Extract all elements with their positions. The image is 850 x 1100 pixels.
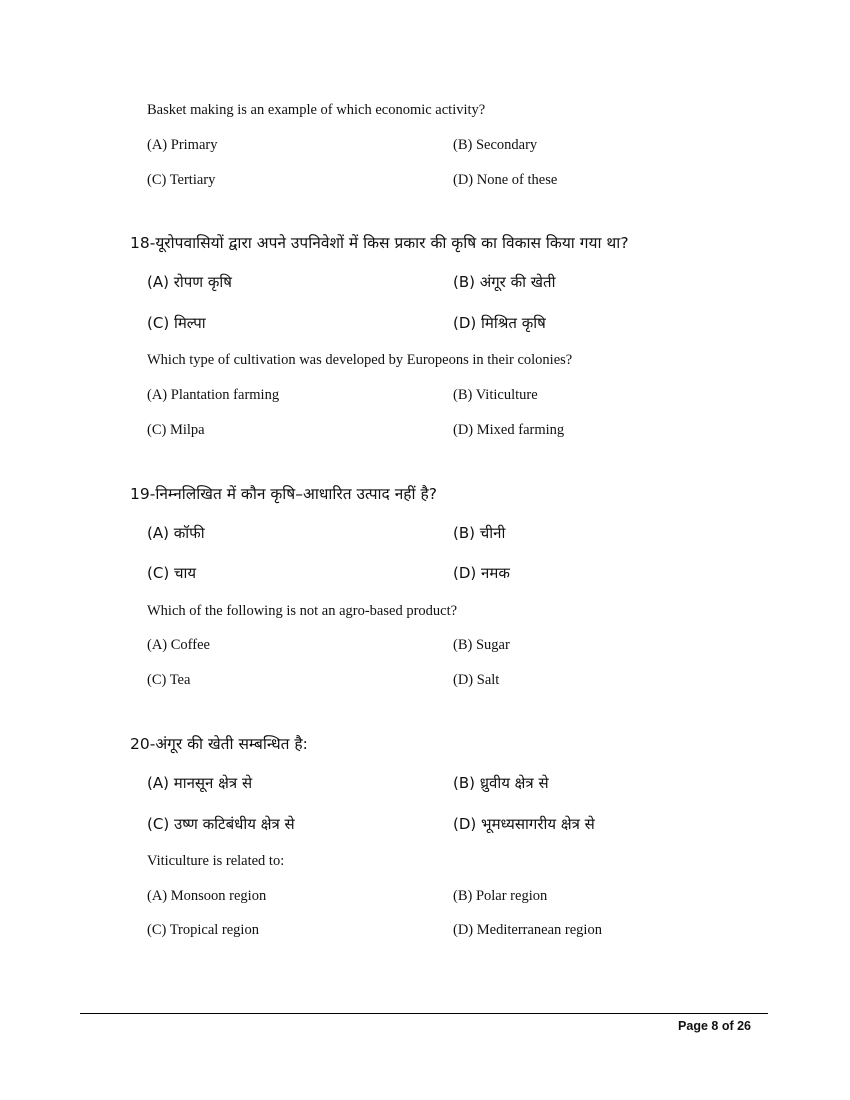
q18-hi-option-d: (D) मिश्रित कृषि <box>453 314 546 332</box>
q19-en-option-a: (A) Coffee <box>147 637 210 653</box>
q20-hi-option-b: (B) ध्रुवीय क्षेत्र से <box>453 774 549 792</box>
q20-en-option-b: (B) Polar region <box>453 888 548 904</box>
q18-en-option-a: (A) Plantation farming <box>147 387 280 403</box>
footer-divider <box>80 1013 768 1014</box>
q20-hi-question: 20-अंगूर की खेती सम्बन्धित है: <box>130 735 308 753</box>
q18-en-option-b: (B) Viticulture <box>453 387 538 403</box>
q20-en-option-c: (C) Tropical region <box>147 922 259 938</box>
q17-en-option-c: (C) Tertiary <box>147 172 216 188</box>
q18-en-question: Which type of cultivation was developed by Europeons in their colonies? <box>147 352 573 368</box>
q17-en-option-b: (B) Secondary <box>453 137 538 153</box>
q18-en-option-c: (C) Milpa <box>147 422 205 438</box>
q19-hi-option-d: (D) नमक <box>453 564 510 582</box>
q19-en-option-b: (B) Sugar <box>453 637 510 653</box>
q18-hi-option-a: (A) रोपण कृषि <box>147 273 232 291</box>
q19-hi-option-c: (C) चाय <box>147 564 197 582</box>
q18-hi-option-c: (C) मिल्पा <box>147 314 206 332</box>
q20-en-question: Viticulture is related to: <box>147 853 285 869</box>
q20-hi-option-c: (C) उष्ण कटिबंधीय क्षेत्र से <box>147 815 295 833</box>
q19-en-question: Which of the following is not an agro-based product? <box>147 603 458 619</box>
q19-hi-question: 19-निम्नलिखित में कौन कृषि–आधारित उत्पाद नहीं है? <box>130 485 437 503</box>
q17-en-question: Basket making is an example of which economic activity? <box>147 102 486 118</box>
q18-hi-option-b: (B) अंगूर की खेती <box>453 273 556 291</box>
q18-hi-question: 18-यूरोपवासियों द्वारा अपने उपनिवेशों में किस प्रकार की कृषि का विकास किया गया था? <box>130 234 629 252</box>
q18-en-option-d: (D) Mixed farming <box>453 422 565 438</box>
q19-hi-option-b: (B) चीनी <box>453 524 506 542</box>
page-number: Page 8 of 26 <box>678 1019 751 1033</box>
q19-en-option-d: (D) Salt <box>453 672 500 688</box>
q19-hi-option-a: (A) कॉफी <box>147 524 205 542</box>
q19-en-option-c: (C) Tea <box>147 672 191 688</box>
q20-en-option-a: (A) Monsoon region <box>147 888 267 904</box>
q20-en-option-d: (D) Mediterranean region <box>453 922 602 938</box>
q17-en-option-a: (A) Primary <box>147 137 218 153</box>
q20-hi-option-d: (D) भूमध्यसागरीय क्षेत्र से <box>453 815 595 833</box>
q20-hi-option-a: (A) मानसून क्षेत्र से <box>147 774 253 792</box>
q17-en-option-d: (D) None of these <box>453 172 558 188</box>
